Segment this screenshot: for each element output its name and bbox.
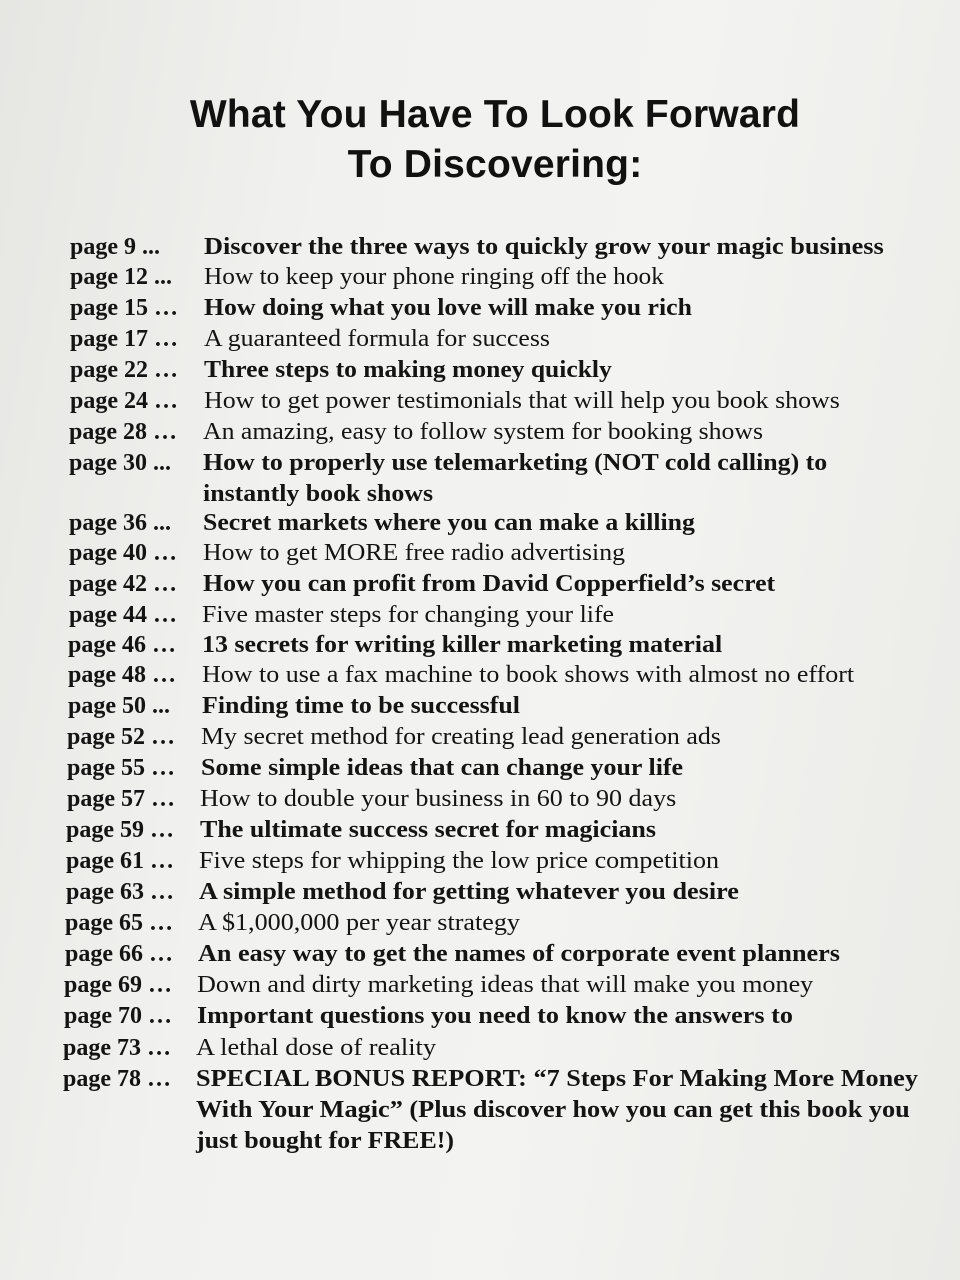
toc-entry-line: Some simple ideas that can change your life (201, 755, 684, 781)
toc-entry-line: Three steps to making money quickly (204, 357, 612, 383)
toc-entry-line: How to get power testimonials that will help you book shows (204, 388, 840, 414)
toc-entry-title (204, 293, 692, 324)
toc-page-number: page 66 … (65, 941, 173, 967)
toc-page-number: page 46 … (68, 632, 176, 658)
toc-page-number: page 30 ... (69, 450, 171, 476)
toc-entry-title (196, 1064, 918, 1157)
toc-entry-line: A guaranteed formula for success (204, 326, 550, 352)
toc-page-number: page 73 … (63, 1035, 171, 1061)
title-line-1: What You Have To Look Forward (189, 93, 801, 136)
toc-entry-line: SPECIAL BONUS REPORT: “7 Steps For Making More Money (196, 1066, 918, 1092)
toc-entry-line: just bought for FREE!) (196, 1128, 455, 1154)
toc-entry-title (202, 630, 723, 661)
toc-page-number: page 52 … (67, 724, 175, 750)
toc-entry-title (204, 386, 840, 417)
toc-entry-line: How to properly use telemarketing (NOT cold calling) to (203, 450, 828, 476)
toc-page-number: page 36 ... (69, 510, 171, 536)
toc-page-number: page 69 … (64, 972, 172, 998)
toc-entry-line: Five steps for whipping the low price competition (199, 848, 719, 874)
toc-entry-line: Five master steps for changing your life (202, 602, 615, 628)
toc-entry-line: How to keep your phone ringing off the hook (204, 264, 664, 290)
toc-entry-line: How doing what you love will make you rich (204, 295, 692, 321)
toc-entry-line: A $1,000,000 per year strategy (198, 910, 520, 936)
toc-entry-line: The ultimate success secret for magicians (200, 817, 656, 843)
toc-page-number: page 78 … (63, 1066, 171, 1092)
toc-entry-title (197, 1001, 793, 1032)
toc-entry-title (203, 538, 625, 569)
toc-page-number: page 61 … (66, 848, 174, 874)
toc-page-number: page 55 … (67, 755, 175, 781)
toc-page-number: page 40 … (69, 540, 177, 566)
toc-entry-line: Secret markets where you can make a killing (203, 510, 695, 536)
toc-entry-line: An easy way to get the names of corporate event planners (198, 941, 840, 967)
toc-entry-line: How to double your business in 60 to 90 days (200, 786, 677, 812)
toc-entry-title (204, 355, 612, 386)
toc-page-number: page 65 … (65, 910, 173, 936)
toc-entry-title (202, 691, 520, 722)
toc-page-number: page 44 … (69, 602, 177, 628)
toc-entry-title (199, 877, 739, 908)
toc-entry-line: My secret method for creating lead generation ads (201, 724, 721, 750)
toc-page-number: page 15 … (70, 295, 178, 321)
toc-entry-title (196, 1033, 437, 1064)
toc-entry-line: Finding time to be successful (202, 693, 520, 719)
toc-page-number: page 70 … (64, 1003, 172, 1029)
toc-entry-line: How you can profit from David Copperfield’s secret (203, 571, 776, 597)
toc-entry-title (204, 324, 550, 355)
toc-page-number: page 48 … (68, 662, 176, 688)
toc-entry-line: instantly book shows (203, 481, 434, 507)
toc-page-number: page 9 ... (70, 234, 160, 260)
toc-entry-title (203, 508, 695, 539)
toc-entry-title (203, 417, 764, 448)
toc-page-number: page 63 … (66, 879, 174, 905)
toc-entry-title (202, 600, 615, 631)
toc-page-number: page 12 ... (70, 264, 172, 290)
toc-page-number: page 57 … (67, 786, 175, 812)
toc-entry-line: A simple method for getting whatever you desire (199, 879, 739, 905)
toc-entry-title (204, 232, 884, 263)
toc-page-number: page 17 … (70, 326, 178, 352)
toc-entry-title (203, 569, 776, 600)
toc-entry-title (203, 448, 828, 510)
toc-entry-title (204, 262, 664, 293)
toc-entry-title (202, 660, 855, 691)
toc-entry-line: How to use a fax machine to book shows with almost no effort (202, 662, 855, 688)
toc-page-number: page 59 … (66, 817, 174, 843)
toc-entry-line: Discover the three ways to quickly grow your magic business (204, 234, 884, 260)
toc-entry-line: Important questions you need to know the answers to (197, 1003, 793, 1029)
toc-entry-line: How to get MORE free radio advertising (203, 540, 625, 566)
toc-page-number: page 42 … (69, 571, 177, 597)
toc-entry-title (200, 815, 656, 846)
toc-entry-title (200, 784, 677, 815)
toc-page-number: page 22 … (70, 357, 178, 383)
toc-page-number: page 28 … (69, 419, 177, 445)
toc-entry-line: With Your Magic” (Plus discover how you can get this book you (196, 1097, 910, 1123)
toc-entry-title (198, 939, 840, 970)
toc-entry-title (201, 753, 684, 784)
title-line-2: To Discovering: (347, 143, 643, 186)
toc-entry-title (201, 722, 721, 753)
toc-page-number: page 24 … (70, 388, 178, 414)
toc-entry-title (197, 970, 814, 1001)
toc-entry-line: An amazing, easy to follow system for booking shows (203, 419, 764, 445)
toc-entry-line: Down and dirty marketing ideas that will make you money (197, 972, 814, 998)
toc-entry-line: 13 secrets for writing killer marketing material (202, 632, 723, 658)
toc-entry-line: A lethal dose of reality (196, 1035, 437, 1061)
toc-page-number: page 50 ... (68, 693, 170, 719)
toc-entry-title (199, 846, 719, 877)
toc-entry-title (198, 908, 520, 939)
